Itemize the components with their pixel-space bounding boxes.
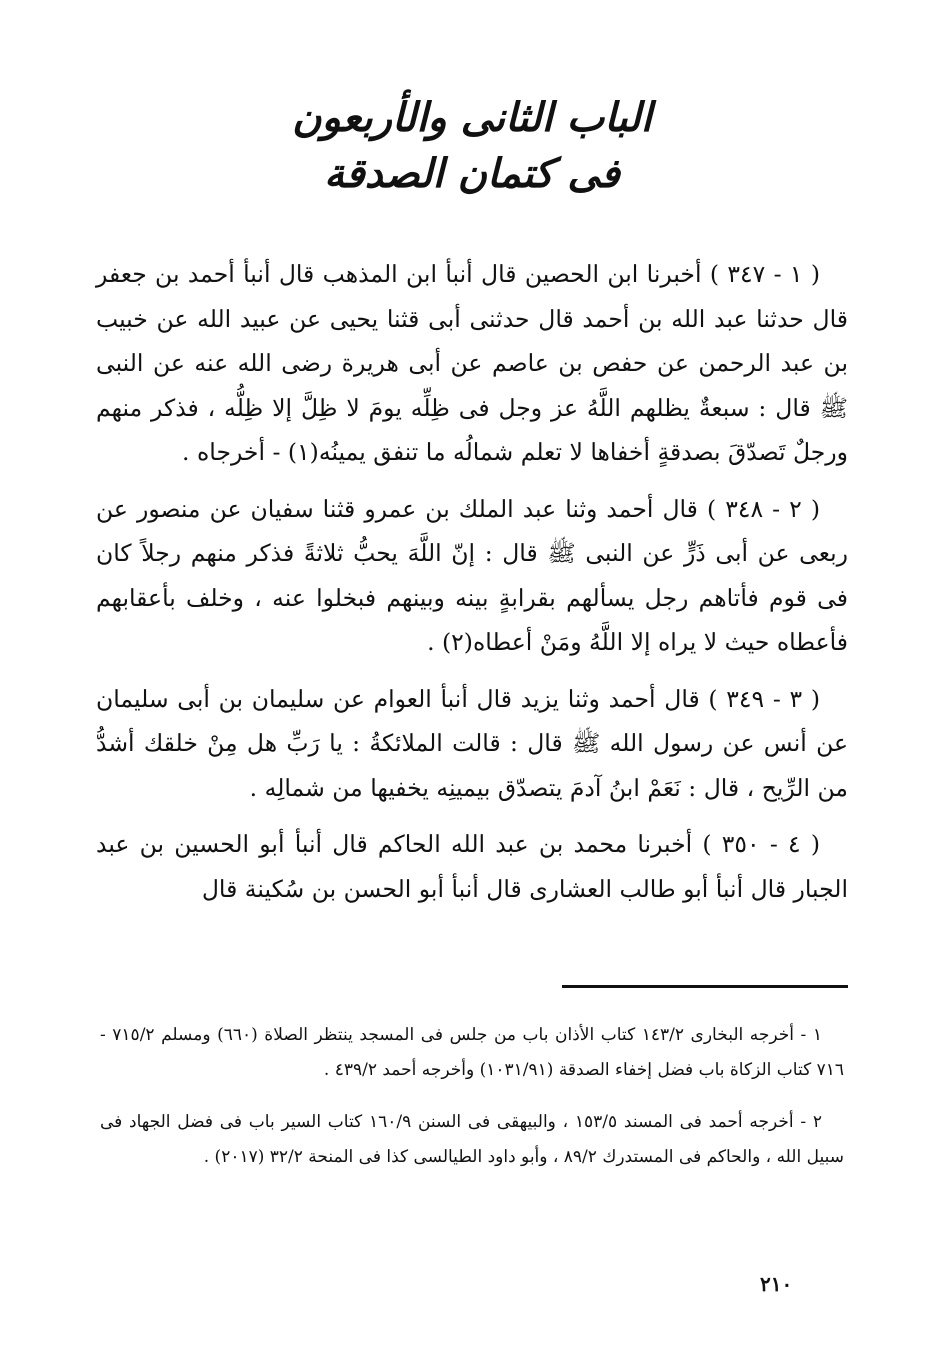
hadith-paragraph-3: ( ٣ - ٣٤٩ ) قال أحمد وثنا يزيد قال أنبأ العوام عن سليمان بن أبى سليمان عن أنس عن رسول الله ﷺ قال : قالت الملائكةُ : يا رَبِّ هل مِنْ خلقك أشدُّ من الرِّيح ، قال : نَعَمْ ابنُ آدمَ يتصدّق بيمينِه يخفيها من شمالِه .	[96, 684, 848, 802]
main-text	[96, 252, 848, 923]
hadith-paragraph-2: ( ٢ - ٣٤٨ ) قال أحمد وثنا عبد الملك بن عمرو قثنا سفيان عن منصور عن ربعى عن أبى ذَرٍّ عن النبى ﷺ قال : إنّ اللَّهَ يحبُّ ثلاثةً فذكر منهم رجلاً كان فى قوم فأتاهم رجل يسألهم بقرابةٍ بينه وبينهم فبخلوا عنه ، وخلف بأعقابهم فأعطاه حيث لا يراه إلا اللَّهُ ومَنْ أعطاه(٢) .	[96, 494, 848, 656]
footnote-divider	[562, 985, 848, 988]
chapter-title-line-1: الباب الثانى والأربعون	[292, 94, 652, 141]
hadith-paragraph-4: ( ٤ - ٣٥٠ ) أخبرنا محمد بن عبد الله الحاكم قال أنبأ أبو الحسين بن عبد الجبار قال أنبأ أبو طالب العشارى قال أنبأ أبو الحسن بن سُكينة قال	[96, 830, 848, 903]
page-number: ٢١٠	[760, 1272, 793, 1296]
chapter-title-line-2: فى كتمان الصدقة	[324, 150, 620, 197]
footnote-2: ٢ - أخرجه أحمد فى المسند ١٥٣/٥ ، والبيهقى فى السنن ١٦٠/٩ كتاب السير باب فى فضل الجهاد فى سبيل الله ، والحاكم فى المستدرك ٨٩/٢ ، وأبو داود الطيالسى كذا فى المنحة ٣٢/٢ (٢٠١٧) .	[100, 1112, 844, 1167]
chapter-title	[100, 92, 844, 200]
hadith-paragraph-1: ( ١ - ٣٤٧ ) أخبرنا ابن الحصين قال أنبأ ابن المذهب قال أنبأ أحمد بن جعفر قال حدثنا عبد الله بن أحمد قال حدثنى أبى قثنا يحيى عن عبيد الله عن خبيب بن عبد الرحمن عن حفص بن عاصم عن أبى هريرة رضى الله عنه عن النبى ﷺ قال : سبعةٌ يظلهم اللَّهُ عز وجل فى ظِلِّه يومَ لا ظِلَّ إلا ظِلُّه ، فذكر منهم ورجلٌ تَصدّقَ بصدقةٍ أخفاها لا تعلم شمالُه ما تنفق يمينُه(١) - أخرجاه .	[96, 260, 848, 466]
footnote-1: ١ - أخرجه البخارى ١٤٣/٢ كتاب الأذان باب من جلس فى المسجد ينتظر الصلاة (٦٦٠) ومسلم ٧١٥/٢ - ٧١٦ كتاب الزكاة باب فضل إخفاء الصدقة (١٠٣١/٩١) وأخرجه أحمد ٤٣٩/٢ .	[100, 1025, 844, 1080]
footnotes	[100, 1018, 844, 1192]
